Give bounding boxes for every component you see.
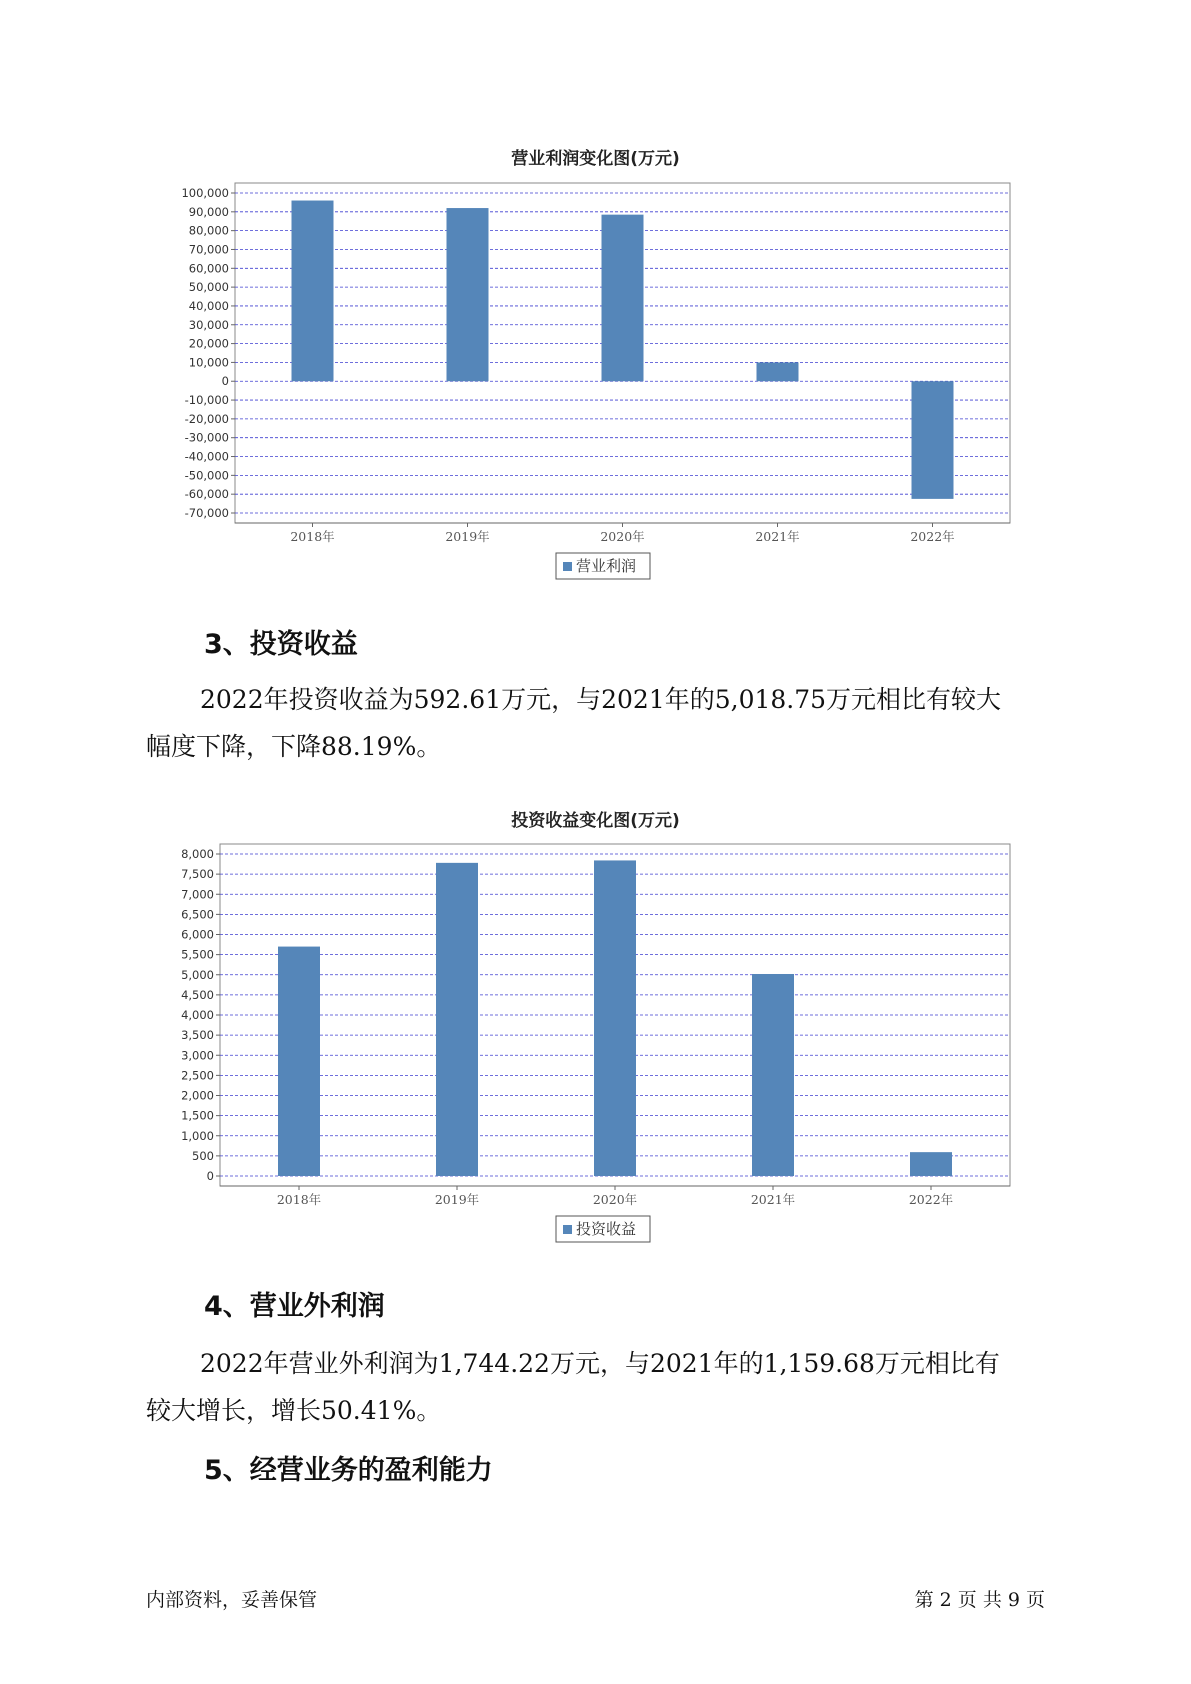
x-tick-label: 2021年 (755, 529, 800, 544)
legend-label: 投资收益 (576, 1220, 637, 1238)
y-tick-label: 20,000 (188, 336, 229, 351)
y-tick-label: 30,000 (188, 317, 229, 332)
chart-title-operating-profit: 营业利润变化图(万元) (511, 149, 680, 169)
paragraph-non-operating-profit (146, 1340, 1046, 1434)
y-tick-label: 0 (206, 1169, 214, 1183)
bar-2020年 (594, 860, 636, 1176)
x-tick-label: 2020年 (592, 1192, 638, 1207)
y-tick-label: 60,000 (188, 261, 229, 276)
y-tick-label: 0 (221, 374, 229, 389)
bar-2020年 (602, 215, 644, 382)
x-tick-label: 2021年 (750, 1192, 796, 1207)
bar-2018年 (292, 201, 334, 382)
y-tick-label: 100,000 (181, 186, 229, 200)
legend-swatch (563, 1225, 572, 1234)
y-tick-label: -50,000 (184, 468, 229, 483)
y-tick-label: 4,500 (181, 987, 214, 1002)
y-tick-label: 6,000 (181, 927, 214, 942)
paragraph-line: 较大增长，增长50.41%。 (146, 1396, 442, 1425)
y-tick-label: -60,000 (184, 487, 229, 502)
x-tick-label: 2018年 (276, 1192, 322, 1207)
y-tick-label: 40,000 (188, 298, 229, 313)
legend-label: 营业利润 (576, 557, 637, 575)
paragraph-investment-income (146, 676, 1046, 770)
section-heading-investment-income: 3、投资收益 (204, 629, 358, 660)
y-tick-label: -20,000 (184, 411, 229, 426)
operating-profit-chart (0, 175, 1191, 595)
y-tick-label: 2,500 (181, 1068, 214, 1083)
y-tick-label: 3,000 (181, 1048, 214, 1063)
y-tick-label: 6,500 (181, 907, 214, 922)
y-tick-label: 90,000 (188, 204, 229, 219)
y-tick-label: -40,000 (184, 449, 229, 464)
section-heading-operating-profitability: 5、经营业务的盈利能力 (204, 1455, 493, 1486)
y-tick-label: 4,000 (181, 1008, 214, 1022)
bar-2019年 (436, 863, 478, 1176)
y-tick-label: 8,000 (181, 847, 214, 861)
y-tick-label: 10,000 (188, 355, 229, 370)
bar-2021年 (757, 362, 799, 381)
legend-swatch (563, 562, 572, 571)
x-tick-label: 2019年 (434, 1192, 480, 1207)
y-tick-label: 1,000 (181, 1128, 214, 1143)
paragraph-line: 2022年投资收益为592.61万元，与2021年的5,018.75万元相比有较大 (200, 685, 1002, 714)
y-tick-label: 1,500 (181, 1108, 214, 1123)
y-tick-label: 50,000 (188, 280, 229, 295)
y-tick-label: -10,000 (184, 393, 229, 408)
y-tick-label: 80,000 (188, 223, 229, 238)
bar-2018年 (278, 947, 320, 1176)
y-tick-label: 3,500 (181, 1028, 214, 1043)
x-tick-label: 2022年 (908, 1192, 954, 1207)
footer-page-number: 第 2 页 共 9 页 (914, 1589, 1045, 1611)
paragraph-line: 2022年营业外利润为1,744.22万元，与2021年的1,159.68万元相比有 (200, 1349, 1000, 1378)
footer-confidential-note: 内部资料，妥善保管 (146, 1589, 318, 1611)
y-tick-label: 5,000 (181, 967, 214, 982)
investment-income-chart (0, 838, 1191, 1258)
y-tick-label: 7,000 (181, 887, 214, 902)
x-tick-label: 2019年 (445, 529, 490, 544)
x-tick-label: 2020年 (600, 529, 645, 544)
y-tick-label: -30,000 (184, 430, 229, 445)
bar-2022年 (912, 381, 954, 499)
y-tick-label: -70,000 (184, 506, 229, 520)
y-tick-label: 500 (192, 1148, 214, 1163)
bar-2022年 (910, 1152, 952, 1176)
paragraph-line: 幅度下降，下降88.19%。 (146, 732, 442, 761)
x-tick-label: 2022年 (910, 529, 955, 544)
y-tick-label: 7,500 (181, 867, 214, 882)
section-heading-non-operating-profit: 4、营业外利润 (204, 1291, 385, 1322)
chart-title-investment-income: 投资收益变化图(万元) (511, 811, 680, 831)
bar-2019年 (447, 208, 489, 381)
y-tick-label: 5,500 (181, 947, 214, 962)
y-tick-label: 2,000 (181, 1088, 214, 1103)
bar-2021年 (752, 974, 794, 1176)
y-tick-label: 70,000 (188, 242, 229, 257)
x-tick-label: 2018年 (290, 529, 335, 544)
